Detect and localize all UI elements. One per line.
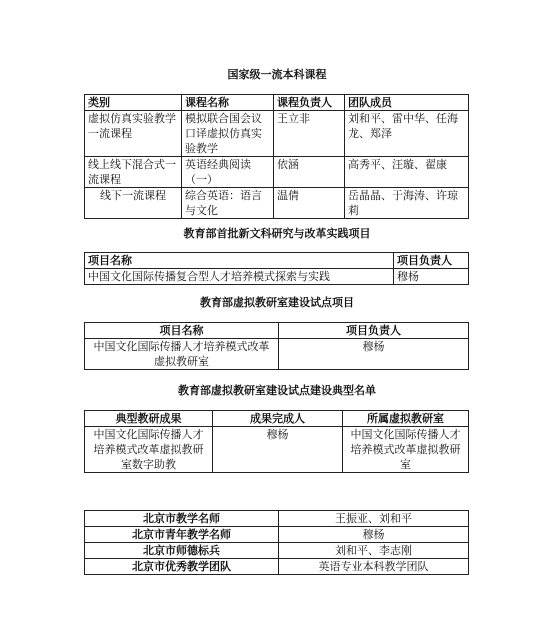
table-row	[85, 543, 469, 559]
beijing-honors-table	[84, 510, 469, 575]
section-title-new-liberal-arts: 教育部首批新文科研究与改革实践项目	[183, 227, 371, 240]
section-title-virtual-teaching-office: 教育部虚拟教研室建设试点项目	[200, 296, 354, 309]
table-row	[85, 269, 469, 285]
header-project-name: 项目名称	[85, 323, 279, 339]
table-header-row	[85, 323, 469, 339]
cell-category: 线上线下混合式一流课程	[85, 157, 182, 188]
table-row	[85, 188, 469, 219]
header-completed-by: 成果完成人	[213, 411, 343, 427]
cell-course-name: 模拟联合国会议口译虚拟仿真实验教学	[182, 111, 274, 157]
header-project-name: 项目名称	[85, 253, 394, 269]
cell-course-lead: 王立非	[274, 111, 345, 157]
section-title-first-class-courses: 国家级一流本科课程	[227, 68, 327, 81]
cell-honor-recipients: 英语专业本科教学团队	[279, 559, 469, 575]
new-liberal-arts-table	[84, 252, 469, 285]
header-affiliated-office: 所属虚拟教研室	[343, 411, 469, 427]
cell-honor-recipients: 刘和平、李志刚	[279, 543, 469, 559]
cell-course-name: 综合英语：语言与文化	[182, 188, 274, 219]
cell-team-members: 高秀平、汪璇、翟康	[345, 157, 469, 188]
table-header-row	[85, 253, 469, 269]
table-header-row	[85, 411, 469, 427]
header-project-lead: 项目负责人	[279, 323, 469, 339]
cell-honor-title: 北京市青年教学名师	[85, 527, 279, 543]
table-row	[85, 157, 469, 188]
typical-list-table	[84, 410, 469, 473]
section-title-typical-list: 教育部虚拟教研室建设试点建设典型名单	[178, 384, 376, 397]
cell-honor-title: 北京市师德标兵	[85, 543, 279, 559]
header-typical-result: 典型教研成果	[85, 411, 213, 427]
cell-honor-title: 北京市教学名师	[85, 511, 279, 527]
table-row	[85, 427, 469, 473]
header-project-lead: 项目负责人	[394, 253, 469, 269]
virtual-teaching-office-table	[84, 322, 469, 370]
cell-honor-recipients: 王振亚、刘和平	[279, 511, 469, 527]
table-row	[85, 339, 469, 370]
cell-course-lead: 温倩	[274, 188, 345, 219]
table-row	[85, 559, 469, 575]
cell-team-members: 岳晶晶、于海涛、许琼莉	[345, 188, 469, 219]
cell-project-lead: 穆杨	[394, 269, 469, 285]
cell-team-members: 刘和平、雷中华、任海龙、郑泽	[345, 111, 469, 157]
cell-project-name: 中国文化国际传播人才培养模式改革虚拟教研室	[85, 339, 279, 370]
cell-project-lead: 穆杨	[279, 339, 469, 370]
header-course-lead: 课程负责人	[274, 95, 345, 111]
cell-category: 虚拟仿真实验教学一流课程	[85, 111, 182, 157]
cell-honor-title: 北京市优秀教学团队	[85, 559, 279, 575]
table-row	[85, 527, 469, 543]
table-row	[85, 511, 469, 527]
first-class-courses-table	[84, 94, 469, 219]
table-header-row	[85, 95, 469, 111]
cell-course-lead: 依涵	[274, 157, 345, 188]
table-row	[85, 111, 469, 157]
cell-category: 线下一流课程	[85, 188, 182, 219]
header-category: 类别	[85, 95, 182, 111]
cell-project-name: 中国文化国际传播复合型人才培养模式探索与实践	[85, 269, 394, 285]
header-team-members: 团队成员	[345, 95, 469, 111]
cell-typical-result: 中国文化国际传播人才培养模式改革虚拟教研室数字助教	[85, 427, 213, 473]
header-course-name: 课程名称	[182, 95, 274, 111]
cell-course-name: 英语经典阅读（一）	[182, 157, 274, 188]
cell-affiliated-office: 中国文化国际传播人才培养模式改革虚拟教研室	[343, 427, 469, 473]
cell-honor-recipients: 穆杨	[279, 527, 469, 543]
cell-completed-by: 穆杨	[213, 427, 343, 473]
